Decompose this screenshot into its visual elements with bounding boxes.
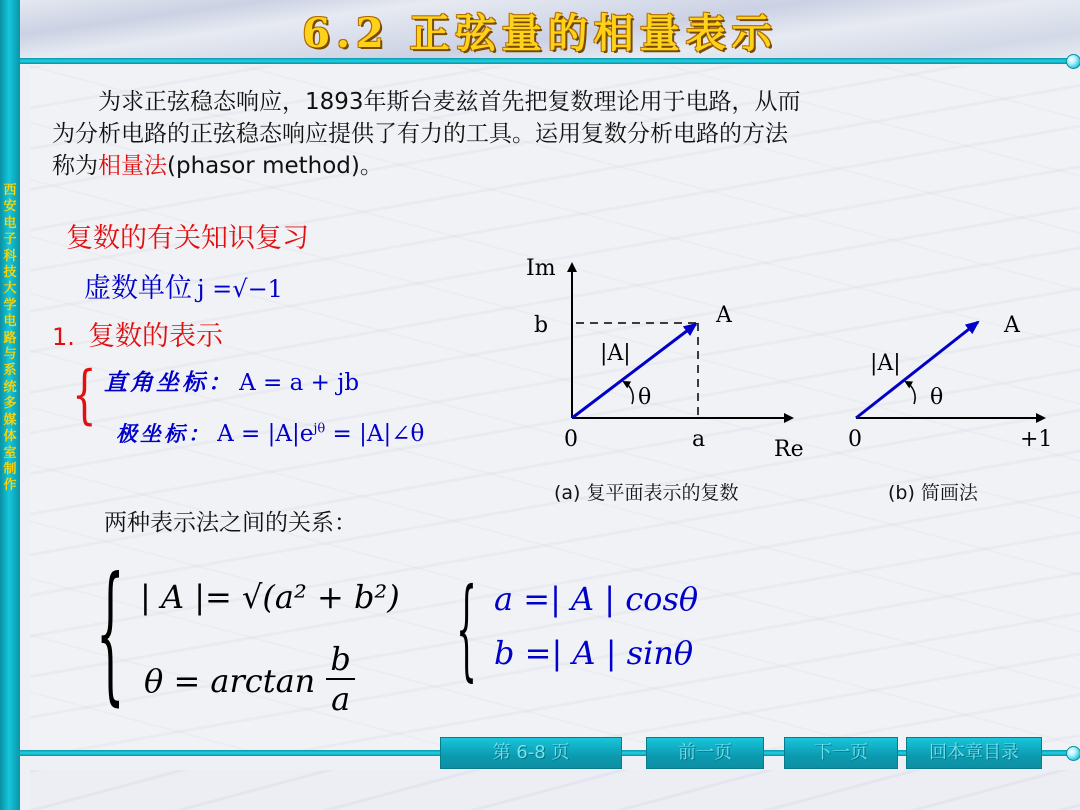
bottom-divider-knob <box>1066 746 1080 761</box>
angle-equation <box>144 640 355 718</box>
imaginary-unit-label: 虚数单位 <box>84 273 192 304</box>
chapter-index-button[interactable]: 回本章目录 <box>906 737 1042 769</box>
magnitude-equation: | A |= √(a² + b²) <box>140 578 400 616</box>
theta-label-a: θ <box>638 385 652 410</box>
rect-form-label: 直角坐标： <box>104 369 234 396</box>
caption-b: (b) 简画法 <box>888 482 978 504</box>
intro-line-3 <box>52 150 1032 182</box>
imaginary-unit-formula: j =√−1 <box>197 275 283 303</box>
polar-form-label: 极坐标： <box>116 421 212 446</box>
angle-fraction <box>326 640 354 718</box>
intro-paragraph <box>52 86 1032 182</box>
intro-line-2: 为分析电路的正弦稳态响应提供了有力的工具。运用复数分析电路的方法 <box>52 121 788 147</box>
vector-a <box>572 324 696 418</box>
polar-form-formula <box>217 421 424 447</box>
prev-page-button[interactable]: 前一页 <box>646 737 764 769</box>
next-page-button[interactable]: 下一页 <box>784 737 898 769</box>
angle-equation-lhs: θ = arctan <box>144 662 316 700</box>
re-label: Re <box>774 437 804 462</box>
polar-form-line <box>116 418 424 448</box>
complex-plane-diagrams <box>520 250 1060 470</box>
cos-equation: a =| A | cosθ <box>494 580 699 618</box>
diagram-b <box>848 313 1052 452</box>
left-equations-brace: { <box>96 546 125 720</box>
diagram-a <box>526 256 804 462</box>
polar-form-tail: = |A|∠θ <box>325 421 425 447</box>
b-label: b <box>534 313 549 338</box>
origin-label-b: 0 <box>848 427 862 452</box>
intro-line-3-pre: 称为 <box>52 153 98 179</box>
side-label: 西安电子科技大学电路与系统多媒体室制作 <box>3 183 17 494</box>
slide-title: 6.2 正弦量的相量表示 <box>302 10 778 57</box>
phasor-term: 相量法 <box>98 153 167 179</box>
im-label: Im <box>526 256 556 281</box>
angle-arc-a <box>624 382 633 404</box>
magnitude-label-b: |A| <box>870 351 901 376</box>
right-equations-brace: { <box>456 564 477 692</box>
vector-label-b: A <box>1004 313 1020 338</box>
item-1-number: 1. <box>52 323 75 351</box>
caption-a: (a) 复平面表示的复数 <box>554 482 739 504</box>
rect-form-formula: A = a + jb <box>239 370 360 396</box>
magnitude-label-a: |A| <box>600 341 631 366</box>
relation-heading: 两种表示法之间的关系： <box>104 510 357 536</box>
sin-equation: b =| A | sinθ <box>494 634 694 672</box>
rect-form-line <box>104 364 359 397</box>
fraction-denominator: a <box>331 680 351 718</box>
origin-label-a: 0 <box>564 427 578 452</box>
angle-arc-b <box>906 382 915 404</box>
theta-label-b: θ <box>930 385 944 410</box>
polar-form-exponent: jθ <box>313 421 326 437</box>
fraction-numerator: b <box>326 640 354 680</box>
item-1 <box>52 314 223 353</box>
imaginary-unit-line <box>84 266 283 305</box>
intro-line-3-post: (phasor method)。 <box>167 153 383 179</box>
vector-label-a: A <box>716 303 732 328</box>
intro-line-1: 为求正弦稳态响应，1893年斯台麦兹首先把复数理论用于电路，从而 <box>98 89 801 115</box>
page-indicator: 第 6-8 页 <box>440 737 622 769</box>
plus-one-label: +1 <box>1020 427 1053 452</box>
a-label: a <box>692 427 706 452</box>
form-brace: { <box>72 358 97 432</box>
footer-area <box>30 770 1080 810</box>
section-heading: 复数的有关知识复习 <box>66 223 309 254</box>
item-1-label: 复数的表示 <box>88 321 223 352</box>
polar-form-base: A = |A|e <box>217 421 314 447</box>
